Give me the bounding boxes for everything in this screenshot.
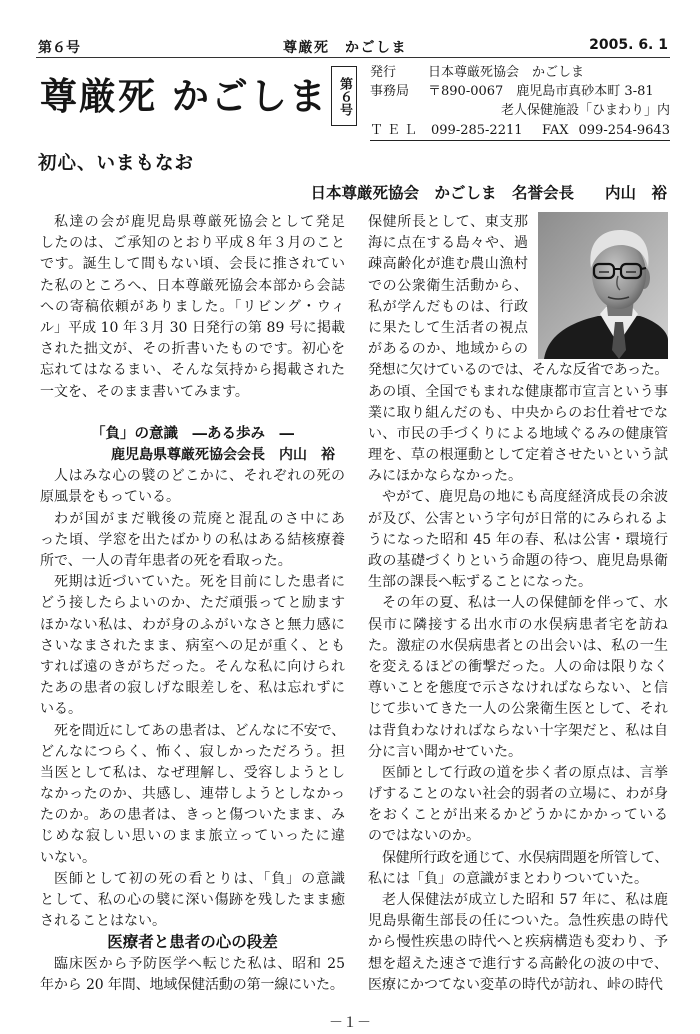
text-line: たあの患者の寂しげな眼差しを、私は忘れずに bbox=[40, 680, 345, 697]
text-line: したのは、ご承知のとおり平成８年３月のこと bbox=[40, 235, 345, 252]
header-date: 2005. 6. 1 bbox=[589, 37, 668, 53]
text-line: みにほかならなかった。 bbox=[368, 468, 522, 485]
fax-number: 099-254-9643 bbox=[578, 123, 670, 138]
text-line: での公衆衛生活動から、 bbox=[368, 277, 528, 294]
text-line: されることはない。 bbox=[40, 913, 166, 930]
paragraph bbox=[368, 593, 668, 763]
tel-label: ＴＥＬ bbox=[370, 123, 422, 138]
paragraph bbox=[40, 212, 345, 403]
text-line: さいなまされたまま、病室への足が重く、とも bbox=[40, 637, 345, 654]
article-title: 初心、いまもなお bbox=[38, 153, 195, 174]
text-line: やがて、鹿児島の地にも高度経済成長の余波 bbox=[382, 489, 668, 506]
text-line: 医師として初の死の看とりは、「負」の意識 bbox=[54, 870, 345, 887]
text-line: のではないのか。 bbox=[368, 828, 480, 845]
paragraph bbox=[368, 487, 668, 593]
text-line: 臨床医から予防医学へ転じた私は、昭和 25 bbox=[54, 955, 345, 972]
text-line: があるのか、地域からの bbox=[368, 341, 528, 358]
office-label: 事務局 bbox=[370, 84, 410, 99]
tel-group bbox=[370, 121, 523, 140]
building-row bbox=[370, 101, 670, 120]
office-row bbox=[370, 82, 670, 101]
text-line: げすることのない社会的弱者の立場に、わが身 bbox=[368, 786, 668, 803]
text-line: ほかない私は、わが身のふがいなさと無力感に bbox=[40, 616, 345, 633]
text-line: 老人保健法が成立した昭和 57 年に、私は鹿 bbox=[382, 892, 668, 908]
text-line: どんなにつらく、怖く、寂しかっただろう。担 bbox=[40, 743, 345, 760]
text-line: が及び、公害という字句が日常的にみられるよ bbox=[368, 510, 668, 527]
text-line: 分に言い聞かせていた。 bbox=[368, 743, 522, 760]
text-line: 生部の課長へ転ずることになった。 bbox=[368, 574, 592, 591]
text-line: された拙文が、その折書いたものです。初心を bbox=[40, 341, 345, 358]
article-byline: 日本尊厳死協会 かごしま 名誉会長 内山 裕 bbox=[310, 184, 667, 202]
publisher-info bbox=[370, 63, 670, 141]
text-line: 死を間近にしてあの患者は、どんなに不安で、 bbox=[54, 722, 345, 739]
paragraph bbox=[40, 954, 345, 996]
text-line: をおくことが出来るかどうかにかかっている bbox=[368, 807, 668, 824]
text-line: 想を超えた速さで進行する高齢化の波の中で、 bbox=[368, 955, 668, 972]
text-line: 理を、草の根運動として定着させたいという試 bbox=[368, 447, 668, 464]
paragraph bbox=[40, 466, 345, 508]
text-line: 死期は近づいていた。死を目前にした患者に bbox=[54, 574, 345, 591]
text-line: として、私の心の襞に深い傷跡を残したまま癒 bbox=[40, 892, 345, 908]
paragraph bbox=[40, 572, 345, 720]
header-divider bbox=[36, 57, 670, 58]
masthead-title: 尊厳死 かごしま bbox=[40, 74, 328, 118]
text-line: た私のところへ、日本尊厳死協会本部から会誌 bbox=[40, 277, 345, 294]
text-line: いる。 bbox=[40, 701, 82, 718]
text-line: った頃、学窓を出たばかりの私はある結核療養 bbox=[40, 531, 345, 548]
text-line: 海に点在する島々や、過 bbox=[368, 235, 528, 252]
text-line: じて歩いてきた一人の公衆衛生医として、それ bbox=[368, 701, 668, 718]
text-line: 保健所長として、東支那 bbox=[368, 214, 528, 230]
text-line: 尊いことを態度で示さなければならない、と信 bbox=[368, 680, 668, 697]
fax-label: FAX bbox=[541, 123, 569, 138]
paragraph bbox=[40, 869, 345, 933]
author-portrait-photo bbox=[538, 212, 668, 359]
text-line: うになった昭和 45 年の春、私は公害・環境行 bbox=[368, 531, 668, 548]
contact-row bbox=[370, 121, 670, 141]
office-building: 老人保健施設「ひまわり」内 bbox=[500, 103, 670, 118]
text-line: 年から 20 年間、地域保健活動の第一線にいた。 bbox=[40, 976, 344, 993]
masthead-issue-box: 第６号 bbox=[331, 66, 357, 126]
paragraph bbox=[368, 848, 668, 890]
text-line: 俣市に隣接する出水市の水俣病患者宅を訪ね bbox=[368, 616, 668, 633]
paragraph bbox=[40, 509, 345, 573]
text-line: 当医として私は、なぜ理解し、受容しようとし bbox=[40, 764, 345, 781]
text-line: 医師として行政の道を歩く者の原点は、言挙 bbox=[382, 764, 668, 781]
text-line: たのか。あの患者は、きっと傷ついたまま、み bbox=[40, 807, 345, 824]
text-line: すれば遠のきがちだった。そんな私に向けられ bbox=[40, 658, 345, 675]
text-line: その年の夏、私は一人の保健師を伴って、水 bbox=[382, 595, 668, 612]
issued-by: 日本尊厳死協会 かごしま bbox=[428, 65, 585, 80]
text-line: あの頃、全国でもまれな健康都市宣言という事 bbox=[368, 383, 668, 400]
paragraph bbox=[368, 890, 668, 996]
text-line: への寄稿依頼がありました。「リビング・ウィ bbox=[40, 298, 345, 315]
text-line: 疎高齢化が進む農山漁村 bbox=[368, 256, 528, 273]
fax-group bbox=[542, 121, 670, 140]
text-line: を変えるほどの衝撃だった。人の命は限りなく bbox=[368, 658, 668, 675]
text-line: じめな寂しい思いのまま旅立っていったに違 bbox=[40, 828, 345, 845]
text-line: た。激症の水俣病患者との出会いは、私の一生 bbox=[368, 637, 668, 654]
essay-title: 「負」の意識 ―ある歩み ― bbox=[91, 425, 294, 442]
tel-number: 099-285-2211 bbox=[431, 123, 523, 138]
text-line: 忘れてはなるまい、そんな気持から掲載された bbox=[40, 362, 345, 379]
header-issue-number: 第６号 bbox=[38, 40, 80, 56]
text-line: です。誕生して間もない頃、会長に推されてい bbox=[40, 256, 345, 273]
text-line: ル」平成 10 年３月 30 日発行の第 89 号に掲載 bbox=[40, 319, 345, 336]
text-line: 私達の会が鹿児島県尊厳死協会として発足 bbox=[54, 214, 345, 230]
text-line: 業に取り組んだのも、中央からのお仕着せでな bbox=[368, 404, 668, 421]
section-heading: 医療者と患者の心の段差 bbox=[107, 933, 278, 952]
text-line: 児島県衛生部長の任についた。急性疾患の時代 bbox=[368, 913, 668, 930]
text-line: 所で、一人の青年患者の死を看取った。 bbox=[40, 553, 292, 569]
text-line: わが国がまだ戦後の荒廃と混乱のさ中にあ bbox=[54, 510, 345, 527]
office-address: 〒890-0067 鹿児島市真砂本町 3-81 bbox=[428, 84, 654, 99]
text-line: は背負わなければならない十字架だと、私は自 bbox=[368, 722, 668, 739]
text-line: いない。 bbox=[40, 849, 96, 866]
header-newsletter-name: 尊厳死 かごしま bbox=[283, 40, 407, 56]
paragraph bbox=[368, 763, 668, 848]
left-column bbox=[40, 212, 345, 996]
text-line: 発想に欠けているのでは、そんな反省であった。 bbox=[368, 362, 668, 379]
paragraph bbox=[40, 721, 345, 869]
essay-author: 鹿児島県尊厳死協会会長 内山 裕 bbox=[111, 447, 335, 464]
text-line: に果たして生活者の視点 bbox=[368, 319, 528, 336]
page-number: －１－ bbox=[329, 1015, 371, 1031]
text-line: 人はみな心の襞のどこかに、それぞれの死の bbox=[54, 468, 345, 485]
issued-label: 発行 bbox=[370, 65, 397, 80]
text-line: なかったのか、共感し、連帯しようとしなかっ bbox=[40, 786, 345, 803]
text-line: 政の基礎づくりという命題の待つ、鹿児島県衛 bbox=[368, 553, 668, 569]
text-line: い、市民の手づくりによる地域ぐるみの健康管 bbox=[368, 425, 668, 442]
text-line: どう接したらよいのか、ただ頑張ってと励ます bbox=[40, 595, 345, 612]
text-line: 保健所行政を通じて、水俣病問題を所管して、 bbox=[382, 849, 668, 866]
right-column bbox=[368, 212, 668, 996]
text-line: 一文を、そのまま書いてみます。 bbox=[40, 383, 249, 400]
text-line: 医療にかつてない変革の時代が訪れ、峠の時代 bbox=[368, 976, 663, 993]
text-line: から慢性疾患の時代へと疾病構造も変わり、予 bbox=[368, 934, 668, 951]
text-line: 私が学んだものは、行政 bbox=[368, 298, 528, 315]
text-line: 私には「負」の意識がまとわりついていた。 bbox=[368, 870, 648, 887]
publisher-row bbox=[370, 63, 670, 82]
text-line: 原風景をもっている。 bbox=[40, 489, 180, 506]
portrait-image bbox=[538, 212, 668, 359]
